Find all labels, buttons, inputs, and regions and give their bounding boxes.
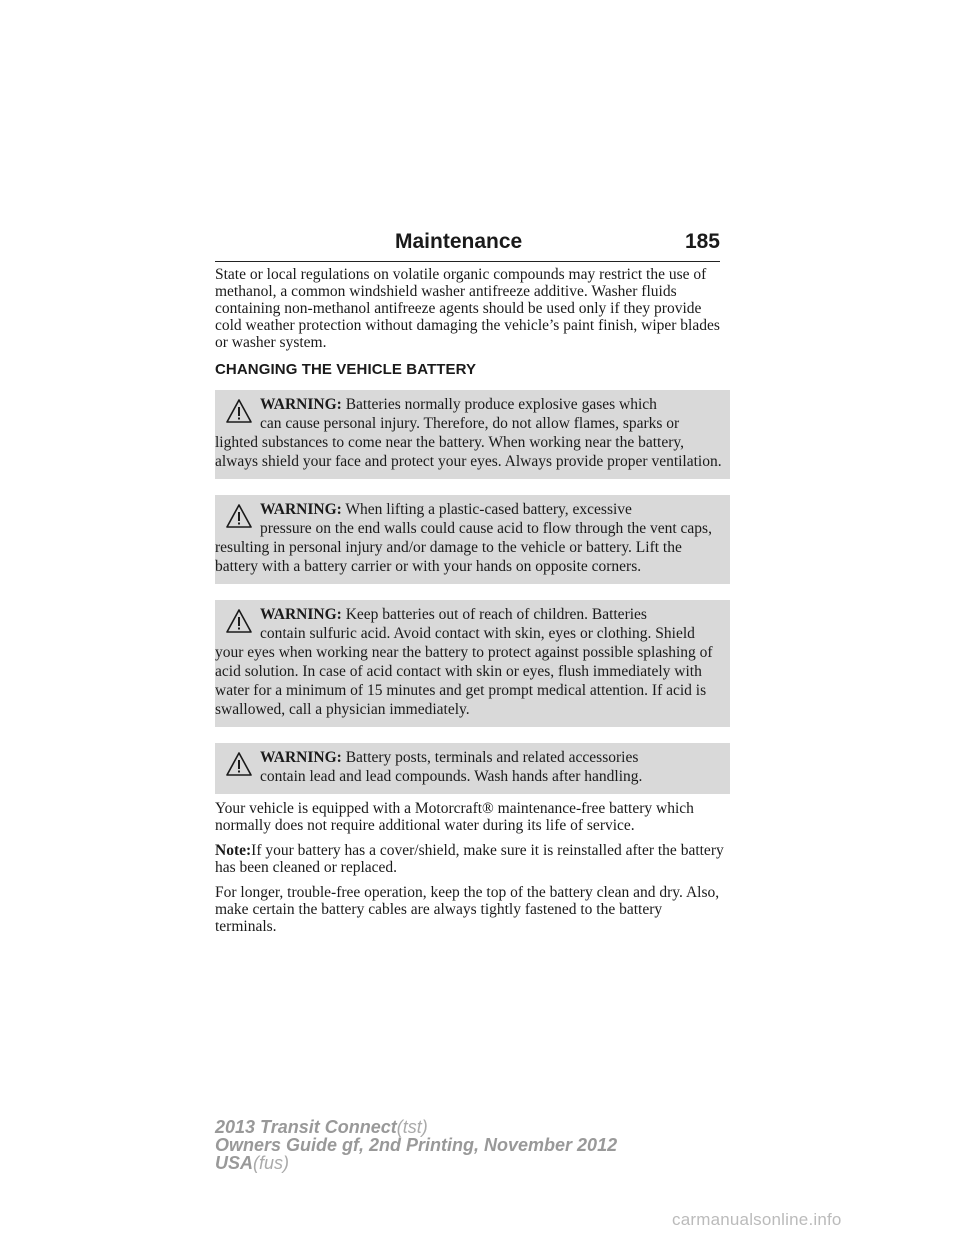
warning-text-rest: can cause personal injury. Therefore, do not allow flames, sparks or lighted substances to come near the battery. When working near the battery, always shield your face and protect your eyes. Always provide proper ventilation. xyxy=(215,415,722,470)
warning-text-first: Keep batteries out of reach of children. Batteries xyxy=(345,606,647,623)
warning-label: WARNING: xyxy=(260,749,342,766)
page-footer xyxy=(215,1118,617,1172)
warning-label: WARNING: xyxy=(260,501,342,518)
footer-guide-info: Owners Guide gf, 2nd Printing, November 2012 xyxy=(215,1135,618,1155)
page-number: 185 xyxy=(684,230,720,253)
note-paragraph xyxy=(215,842,725,876)
warning-label: WARNING: xyxy=(260,606,342,623)
section-title: Maintenance xyxy=(395,230,523,253)
warning-text-rest: contain lead and lead compounds. Wash hands after handling. xyxy=(260,768,643,785)
note-text: If your battery has a cover/shield, make sure it is reinstalled after the battery has been cleaned or replaced. xyxy=(215,842,724,876)
closing-paragraph: For longer, trouble-free operation, keep the top of the battery clean and dry. Also, make certain the battery cables are always tightly fastened to the battery terminals. xyxy=(215,884,720,935)
footer-model-code: (tst) xyxy=(396,1117,428,1137)
warning-triangle-icon xyxy=(225,398,253,424)
warning-box-sulfuric-acid xyxy=(215,600,730,727)
warning-text-first: Batteries normally produce explosive gases which xyxy=(345,396,657,413)
warning-triangle-icon xyxy=(225,751,253,777)
warning-text-rest: contain sulfuric acid. Avoid contact with skin, eyes or clothing. Shield your eyes when working near the battery to protect against possible splashing of acid solution. In case of acid contact with skin or eyes, flush immediately with water for a minimum of 15 minutes and get prompt medical attention. If acid is swallowed, call a physician immediately. xyxy=(215,625,713,718)
warning-triangle-icon xyxy=(225,503,253,529)
warning-text-first: When lifting a plastic-cased battery, excessive xyxy=(345,501,632,518)
warning-box-explosive-gases xyxy=(215,390,730,479)
footer-model: 2013 Transit Connect xyxy=(215,1117,397,1137)
intro-paragraph: State or local regulations on volatile organic compounds may restrict the use of methanol, a common windshield washer antifreeze additive. Washer fluids containing non-methanol antifreeze agents should be used only if they provide cold weather protection without damaging the vehicle’s paint finish, wiper blades or washer system. xyxy=(215,266,720,351)
note-label: Note: xyxy=(215,842,252,859)
footer-region-code: (fus) xyxy=(253,1153,290,1173)
battery-info-paragraph: Your vehicle is equipped with a Motorcraft® maintenance-free battery which normally does not require additional water during its life of service. xyxy=(215,800,694,834)
warning-box-lead xyxy=(215,743,730,794)
page-body xyxy=(215,266,725,943)
warning-text-first: Battery posts, terminals and related accessories xyxy=(345,749,639,766)
warning-text-rest: pressure on the end walls could cause acid to flow through the vent caps, resulting in personal injury and/or damage to the vehicle or battery. Lift the battery with a battery carrier or with your hands on opposite corners. xyxy=(215,520,712,575)
warning-label: WARNING: xyxy=(260,396,342,413)
footer-region: USA xyxy=(215,1153,254,1173)
warning-box-plastic-case xyxy=(215,495,730,584)
warning-triangle-icon xyxy=(225,608,253,634)
page-header xyxy=(215,228,720,262)
site-watermark: carmanualsonline.info xyxy=(672,1210,842,1229)
section-heading: CHANGING THE VEHICLE BATTERY xyxy=(215,361,477,378)
header-rule xyxy=(215,261,720,262)
